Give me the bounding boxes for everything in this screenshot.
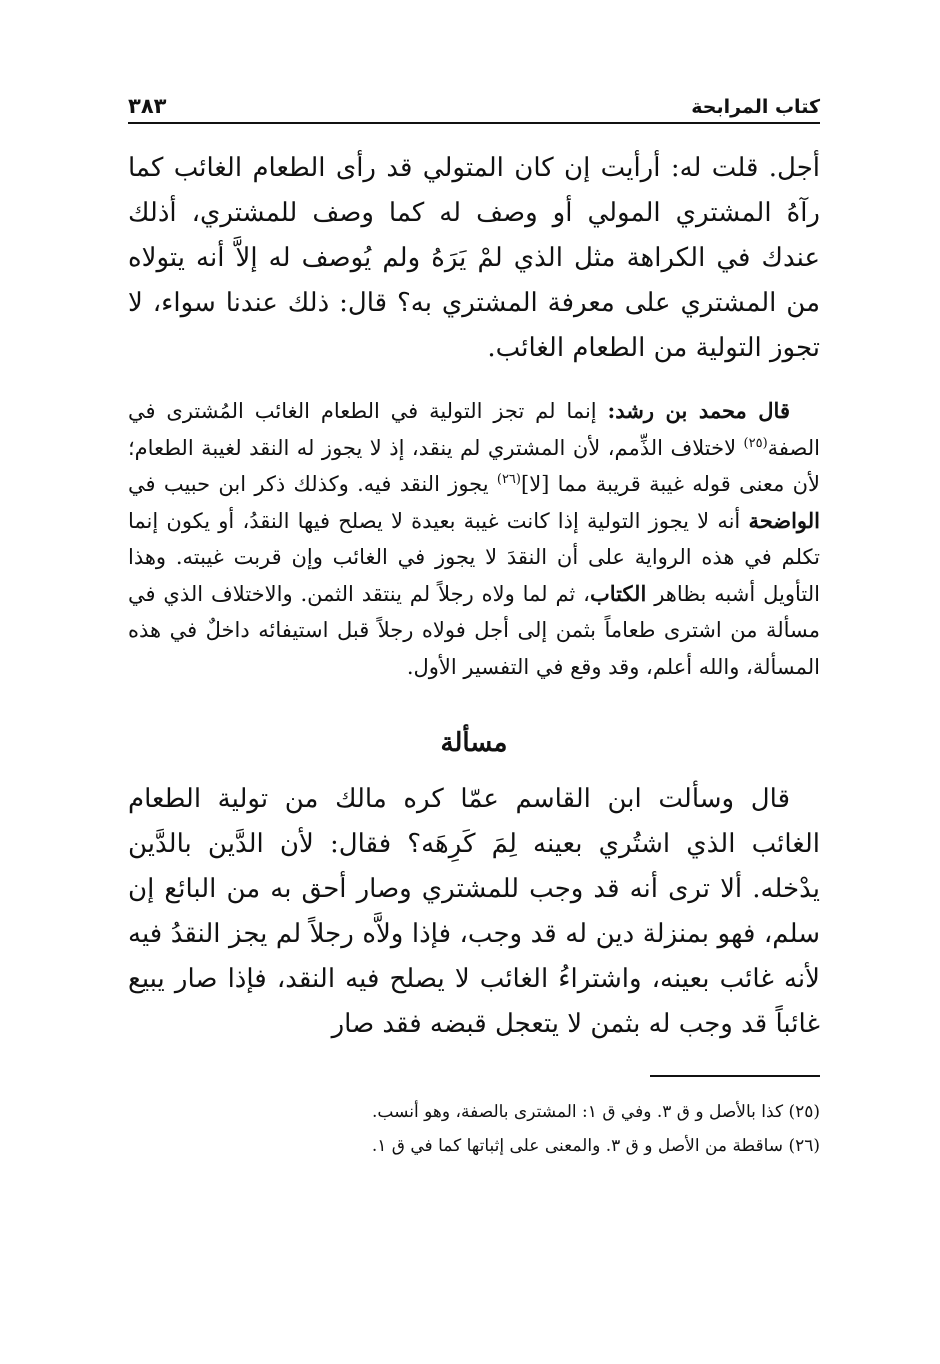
footnote-26: (٢٦) ساقطة من الأصل و ق ٣. والمعنى على إثباتها كما في ق ١.: [371, 1136, 820, 1156]
page-number: ٣٨٣: [128, 94, 167, 118]
question-paragraph: قال وسألت ابن القاسم عمّا كره مالك من تولية الطعام الغائب الذي اشتُري بعينه لِمَ كَرِهَه؟ فقال: لأن الدَّين بالدَّين يدْخله. ألا ترى أنه قد وجب للمشتري وصار أحق به من البائع إن سلم، فهو بمنزلة دين له قد وجب، فإذا ولاَّه رجلاً لم يجز النقدُ فيه لأنه غائب بعينه، واشتراءُ الغائب لا يصلح فيه النقد، فإذا صار يبيع غائباً قد وجب له بثمن لا يتعجل قبضه فقد صار: [128, 784, 820, 1039]
commentary-lead: قال محمد بن رشد:: [607, 398, 790, 423]
book-title-wadiha: الواضحة: [748, 507, 820, 533]
commentary-text-2: لاختلاف الذِّمم، لأن المشتري لم ينقد، إذ لا يجوز له النقد لغيبة الطعام؛ لأن معنى قوله غيبة قريبة مما [لا]: [128, 435, 820, 496]
book-title-kitab: الكتاب: [589, 580, 647, 606]
footnote-25: (٢٥) كذا بالأصل و ق ٣. وفي ق ١: المشترى بالصفة، وهو أنسب.: [372, 1102, 820, 1122]
paragraph-continuation: أجل. قلت له: أرأيت إن كان المتولي قد رأى الطعام الغائب كما رآهُ المشتري المولي أو وصف له كما وصف للمشتري، أذلك عندك في الكراهة مثل الذي لمْ يَرَهُ ولم يُوصف له إلاَّ أنه يتولاه من المشتري على معرفة المشتري به؟ قال: ذلك عندنا سواء، لا تجوز التولية من الطعام الغائب.: [128, 153, 820, 363]
footnotes: [128, 1075, 820, 1163]
footnote-ref-26: (٢٦): [496, 472, 521, 487]
running-header: [128, 84, 820, 124]
commentary-text-5: ، ثم لما ولاه رجلاً لم ينتقد الثمن. والاختلاف الذي في مسألة من اشترى طعاماً بثمن إلى أجل فولاه رجلاً قبل استيفائه داخلٌ في هذه المسألة، والله أعلم، وقد وقع في التفسير الأول.: [128, 581, 820, 679]
commentary-text-3: يجوز النقد فيه. وكذلك ذكر ابن حبيب في: [128, 472, 497, 496]
footnote-ref-25: (٢٥): [743, 435, 768, 451]
footnote-rule: [650, 1075, 820, 1077]
body-text: [128, 146, 820, 1047]
commentary-text-4: أنه لا يجوز التولية إذا كانت غيبة بعيدة لا يصلح فيها النقدُ، أو يكون إنما تكلم في هذه الرواية على أن النقدَ لا يجوز في الغائب وإن قربت غيبته. وهذا التأويل أشبه بظاهر: [128, 508, 820, 606]
book-page: [128, 84, 820, 1163]
running-title: كتاب المرابحة: [691, 96, 820, 118]
commentary-paragraph: [128, 393, 820, 685]
commentary-text-1: إنما لم تجز التولية في الطعام الغائب المُشترى في الصفة: [128, 399, 820, 460]
section-title: مسألة: [440, 728, 508, 758]
